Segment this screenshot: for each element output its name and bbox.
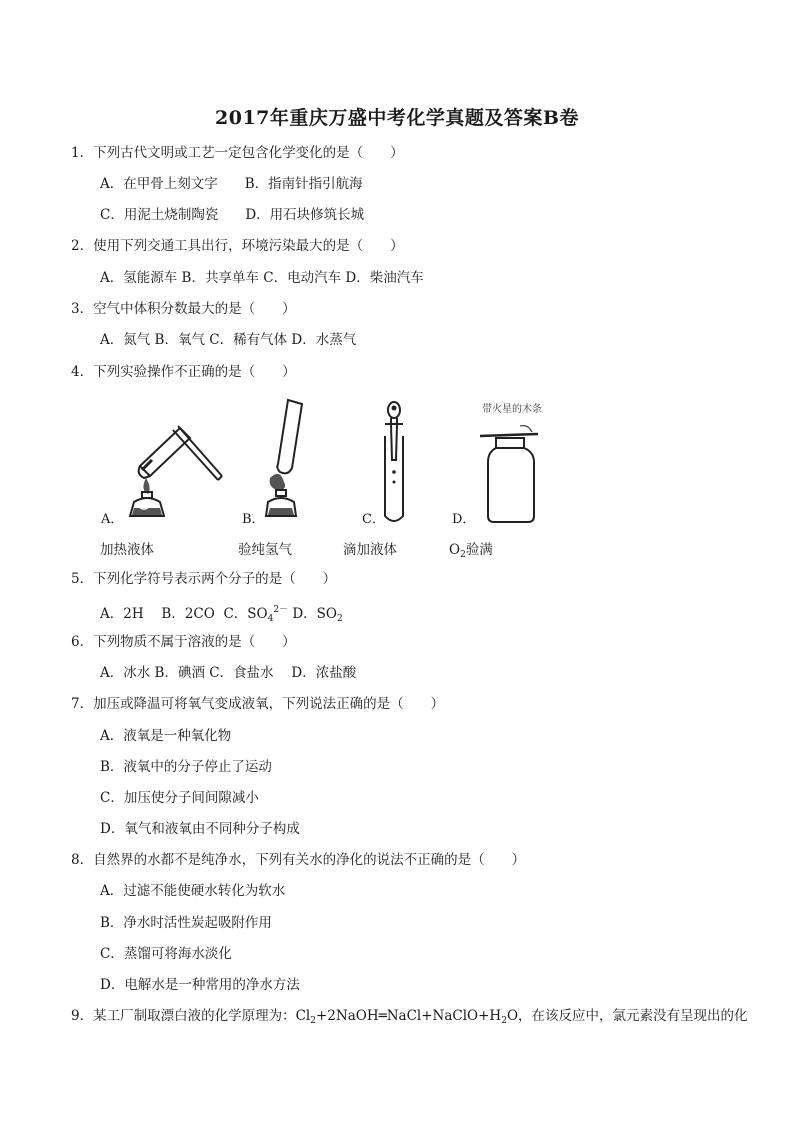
question-7-option-a: A．液氧是一种氧化物 <box>100 728 232 744</box>
question-8-option-a: A．过滤不能使硬水转化为软水 <box>100 883 286 899</box>
figure-a-letter: A． <box>101 512 124 527</box>
question-2-stem: 2．使用下列交通工具出行，环境污染最大的是（ ） <box>71 238 404 254</box>
question-6-stem: 6．下列物质不属于溶液的是（ ） <box>71 634 296 650</box>
figure-heating-liquid <box>118 408 230 518</box>
figure-a-caption: 加热液体 <box>100 542 154 558</box>
question-7-stem: 7．加压或降温可将氧气变成液氧，下列说法正确的是（ ） <box>71 696 445 712</box>
question-8-option-c: C．蒸馏可将海水淡化 <box>100 946 232 962</box>
figure-b-letter: B． <box>242 512 265 527</box>
question-6-options: A．冰水 B．碘酒 C．食盐水 D．浓盐酸 <box>100 665 357 681</box>
question-1-options-row-2: C．用泥土烧制陶瓷 D．用石块修筑长城 <box>100 207 365 223</box>
question-5-options <box>100 601 343 628</box>
question-8-option-d: D．电解水是一种常用的净水方法 <box>100 977 300 993</box>
option-a: A．2H <box>100 606 144 622</box>
oxygen-formula: $O_2$ <box>449 542 466 560</box>
figure-c-caption: 滴加液体 <box>343 542 397 558</box>
question-8-option-b: B．净水时活性炭起吸附作用 <box>100 915 272 931</box>
question-3-options: A．氮气 B．氧气 C．稀有气体 D．水蒸气 <box>100 332 357 348</box>
figure-hydrogen-purity-test <box>260 398 310 518</box>
figure-c-letter: C． <box>362 512 385 527</box>
page-title: 2017年重庆万盛中考化学真题及答案B卷 <box>215 107 579 129</box>
question-2-options: A．氢能源车 B．共享单车 C．电动汽车 D．柴油汽车 <box>100 270 424 286</box>
figure-d-splint-label: 带火星的木条 <box>482 404 542 415</box>
option-c: C．$SO_4^{2-}$ <box>223 605 289 624</box>
figure-b-caption: 验纯氢气 <box>238 542 292 558</box>
option-b: B．2CO <box>161 606 215 622</box>
question-7-option-b: B．液氧中的分子停止了运动 <box>100 759 272 775</box>
question-9-stem: 9．某工厂制取漂白液的化学原理为：$Cl_2+2NaOH═NaCl+NaClO+H_2O$，在该反应中，氯元素没有呈现出的化 <box>71 1008 748 1026</box>
figure-dropping-liquid <box>380 400 410 525</box>
option-d: D．$SO_2$ <box>292 606 343 624</box>
question-5-stem: 5．下列化学符号表示两个分子的是（ ） <box>71 571 337 587</box>
question-1-options-row-1: A．在甲骨上刻文字 B．指南针指引航海 <box>100 176 363 192</box>
question-4-stem: 4．下列实验操作不正确的是（ ） <box>71 364 296 380</box>
figure-d-caption: $O_2$验满 <box>449 542 493 560</box>
question-8-stem: 8．自然界的水都不是纯净水，下列有关水的净化的说法不正确的是（ ） <box>71 852 526 868</box>
question-7-option-c: C．加压使分子间间隙减小 <box>100 790 259 806</box>
figure-d-letter: D． <box>452 512 476 527</box>
question-7-option-d: D．氧气和液氧由不同种分子构成 <box>100 821 300 837</box>
question-3-stem: 3．空气中体积分数最大的是（ ） <box>71 301 296 317</box>
question-1-stem: 1．下列古代文明或工艺一定包含化学变化的是（ ） <box>71 145 404 161</box>
figure-oxygen-full-check <box>476 396 548 526</box>
